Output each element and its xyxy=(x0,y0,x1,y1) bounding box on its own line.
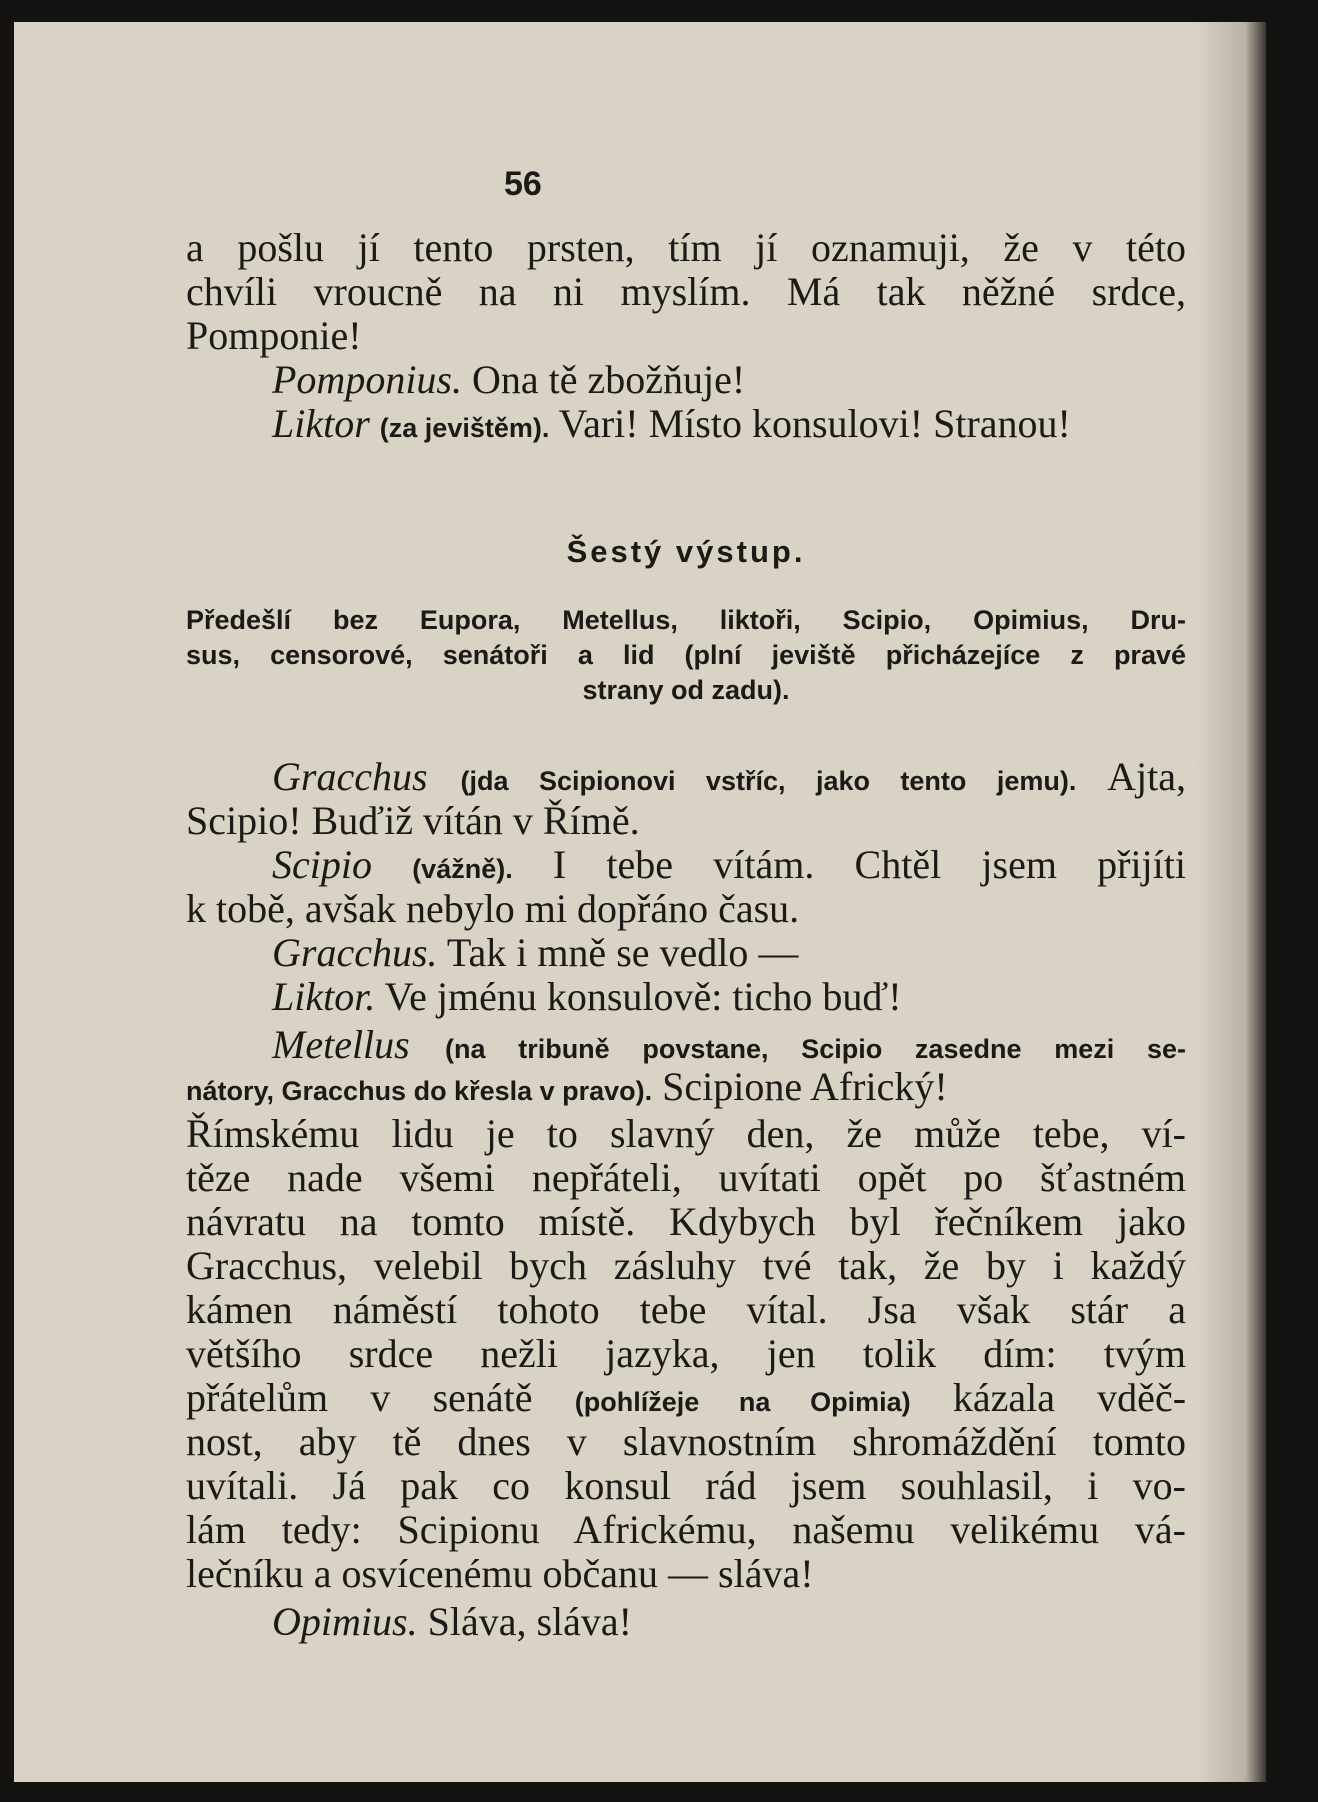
stage-direction: (jda Scipionovi vstříc, jako tento jemu). xyxy=(460,766,1077,796)
dialogue-opimius xyxy=(272,1599,632,1644)
dialogue-gracchus xyxy=(272,754,1186,799)
dialogue-text: Ona tě zbožňuje! xyxy=(472,357,746,402)
stage-direction: (na tribuně povstane, Scipio zasedne mezi se- xyxy=(444,1034,1186,1064)
dialogue-text: Tak i mně se vedlo — xyxy=(446,930,799,975)
stage-direction: (pohlížeje na Opimia) xyxy=(574,1387,911,1417)
speaker-name: Scipio xyxy=(272,842,372,887)
speaker-name: Liktor. xyxy=(272,974,376,1019)
text-line xyxy=(186,1064,948,1109)
dialogue-text: kázala vděč- xyxy=(952,1375,1187,1420)
stage-direction: (vážně). xyxy=(412,854,513,884)
dialogue-text: přátelům v senátě xyxy=(186,1375,533,1420)
book-page xyxy=(14,22,1266,1782)
dialogue-liktor xyxy=(272,401,1071,446)
text-line: chvíli vroucně na ni myslím. Má tak něžné srdce, xyxy=(186,269,1186,314)
scene-description-line: strany od zadu). xyxy=(582,675,790,705)
speaker-name: Opimius. xyxy=(272,1599,418,1644)
stage-direction: (za jevištěm). xyxy=(379,413,550,443)
scene-description-line: sus, censorové, senátoři a lid (plní jeviště přicházejíce z pravé xyxy=(186,640,1186,670)
text-line: Římskému lidu je to slavný den, že může tebe, ví- xyxy=(186,1111,1186,1156)
text-line: Gracchus, velebil bych zásluhy tvé tak, že by i každý xyxy=(186,1243,1186,1288)
spine-shadow xyxy=(1196,22,1266,1782)
speaker-name: Gracchus xyxy=(272,754,428,799)
dialogue-text: I tebe vítám. Chtěl jsem přijíti xyxy=(552,842,1187,887)
dialogue-text: Ajta, xyxy=(1107,754,1186,799)
dialogue-text: Scipione Africký! xyxy=(662,1064,948,1109)
text-line: těze nade všemi nepřáteli, uvítati opět po šťastném xyxy=(186,1155,1186,1200)
text-line xyxy=(186,1375,1187,1420)
dialogue-pomponius xyxy=(272,357,746,402)
scene-heading: Šestý výstup. xyxy=(566,534,806,569)
text-line: Pomponie! xyxy=(186,313,362,358)
dialogue-metellus xyxy=(272,1022,1186,1067)
stage-direction: nátory, Gracchus do křesla v pravo). xyxy=(186,1076,653,1106)
text-line: lečníku a osvícenému občanu — sláva! xyxy=(186,1551,814,1596)
dialogue-gracchus-2 xyxy=(272,930,799,975)
text-line: nost, aby tě dnes v slavnostním shromáždění tomto xyxy=(186,1419,1186,1464)
scene-description-line: Předešlí bez Eupora, Metellus, liktoři, Scipio, Opimius, Dru- xyxy=(186,605,1186,635)
dialogue-scipio xyxy=(272,842,1187,887)
text-line: lám tedy: Scipionu Africkému, našemu velikému vá- xyxy=(186,1507,1186,1552)
speaker-name: Pomponius. xyxy=(272,357,462,402)
text-line: a pošlu jí tento prsten, tím jí oznamuji, že v této xyxy=(186,225,1186,270)
dialogue-text: Vari! Místo konsulovi! Stranou! xyxy=(558,401,1071,446)
text-line: návratu na tomto místě. Kdybych byl řečníkem jako xyxy=(186,1199,1186,1244)
text-line: většího srdce nežli jazyka, jen tolik dím: tvým xyxy=(186,1331,1186,1376)
page-number: 56 xyxy=(504,165,542,203)
speaker-name: Gracchus. xyxy=(272,930,438,975)
text-line: kámen náměstí tohoto tebe vítal. Jsa však stár a xyxy=(186,1287,1186,1332)
text-line: k tobě, avšak nebylo mi dopřáno času. xyxy=(186,886,800,931)
text-line: uvítali. Já pak co konsul rád jsem souhlasil, i vo- xyxy=(186,1463,1186,1508)
dialogue-text: Sláva, sláva! xyxy=(427,1599,632,1644)
dialogue-liktor-2 xyxy=(272,974,902,1019)
speaker-name: Liktor xyxy=(272,401,370,446)
speaker-name: Metellus xyxy=(272,1022,410,1067)
text-line: Scipio! Buďiž vítán v Římě. xyxy=(186,798,640,843)
dialogue-text: Ve jménu konsulově: ticho buď! xyxy=(384,974,902,1019)
